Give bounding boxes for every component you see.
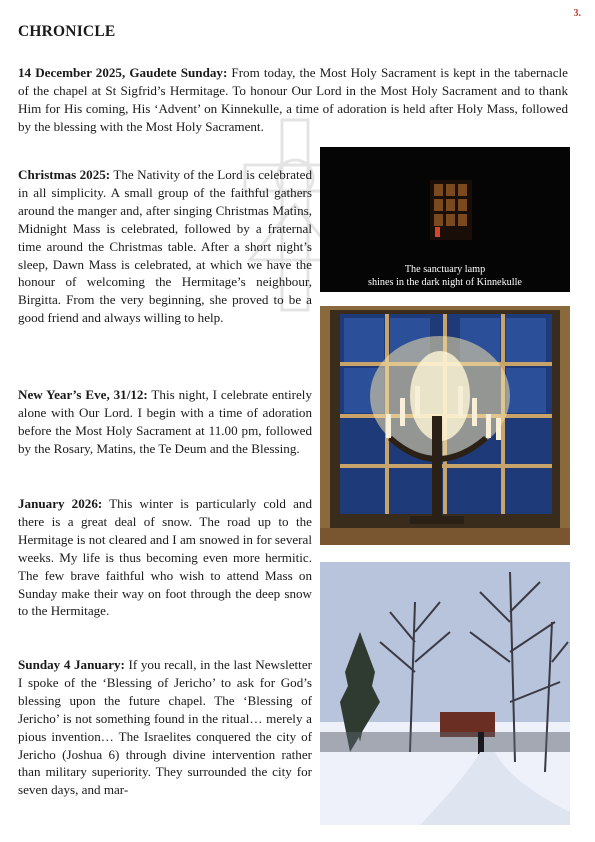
caption-line: The sanctuary lamp [404, 264, 486, 275]
photo-caption [320, 264, 570, 289]
entry-title: Sunday 4 January: [18, 657, 125, 672]
entry-january [18, 495, 312, 620]
entry-title: New Year’s Eve, 31/12: [18, 387, 148, 402]
entry-christmas [18, 166, 312, 327]
entry-text: The Nativity of the Lord is celebrated in all simplicity. A small group of the faithful gathers around the manger and, after singing Christmas Matins, Midnight Mass is celebrated, followed by a fraternal time around the Christmas table. After a short night’s sleep, Dawn Mass is celebrated, at which we have the honour of welcoming the Hermitage’s neighbour, Birgitta. From the very beginning, she proved to be a good friend and always willing to help. [18, 167, 313, 326]
entry-text: This night, I celebrate entirely alone with Our Lord. I begin with a time of adoration before the Most Holy Sacrament at 11.00 pm, followed by the Rosary, Matins, the Te Deum and the Blessing. [18, 387, 312, 456]
entry-title: Christmas 2025: [18, 167, 111, 182]
entry-text: This winter is particularly cold and there is a great deal of snow. The road up to the Hermitage is not cleared and I am snowed in for several weeks. My life is thus becoming even more hermitic. The few brave faithful who wish to attend Mass on Sunday make their way on foot through the deep snow to the Hermitage. [18, 496, 312, 619]
caption-line: shines in the dark night of Kinnekulle [368, 276, 522, 288]
entry-title: 14 December 2025, Gaudete Sunday: [18, 65, 228, 80]
entry-gaudete [18, 64, 568, 136]
photo-snowy-road [320, 562, 570, 825]
entry-new-years-eve [18, 386, 312, 458]
page-title: CHRONICLE [18, 23, 116, 40]
page-number: 3. [573, 8, 581, 19]
entry-text: From today, the Most Holy Sacrament is kept in the tabernacle of the chapel at St Sigfrid’s Hermitage. To honour Our Lord in the Most Holy Sacrament and to thank Him for His coming, His ‘Advent’ on Kinnekulle, a time of adoration is held after Holy Mass, followed by the blessing with the Most Holy Sacrament. [18, 65, 568, 134]
entry-sunday-4-january [18, 656, 312, 799]
photo-candelabra-window [320, 306, 570, 545]
entry-text: If you recall, in the last Newsletter I spoke of the ‘Blessing of Jericho’ to ask for God’s blessing upon the future chapel. The ‘Blessing of Jericho’ is not something found in the ritual… merely a pious invention… The Israelites conquered the city of Jericho (Joshua 6) through divine intervention rather than military superiority. They surrounded the city for seven days, and mar- [18, 657, 312, 798]
photo-sanctuary-lamp [320, 147, 570, 292]
entry-title: January 2026: [18, 496, 103, 511]
